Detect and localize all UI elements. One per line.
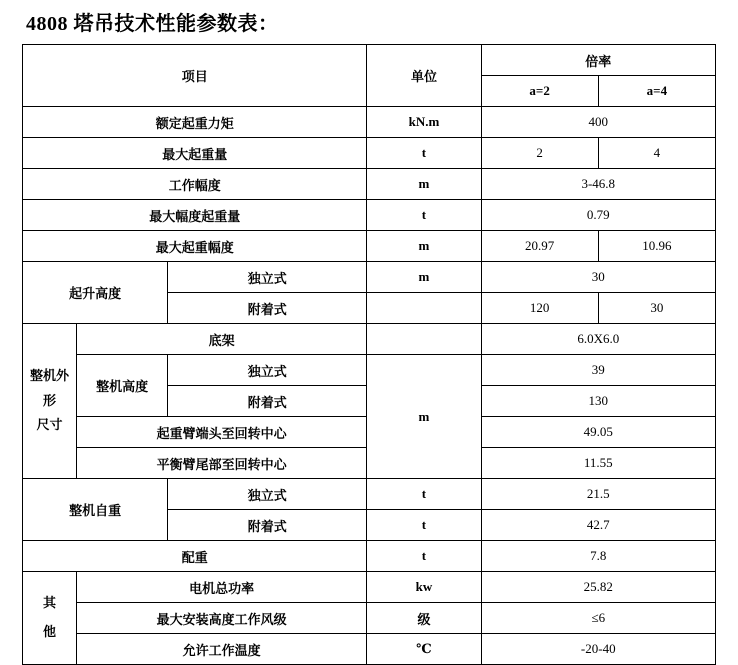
row-label-self-weight-attached: 附着式 — [168, 510, 367, 541]
row-value-lift-height-free: 30 — [481, 262, 715, 293]
row-unit-working-radius: m — [367, 169, 481, 200]
row-label-lift-height-attached: 附着式 — [168, 293, 367, 324]
row-value-lift-height-attached-a4: 30 — [598, 293, 715, 324]
table-row — [23, 572, 716, 603]
row-value-lift-height-attached-a2: 120 — [481, 293, 598, 324]
row-value-max-load-a2: 2 — [481, 138, 598, 169]
table-row — [23, 231, 716, 262]
page-title: 4808 塔吊技术性能参数表： — [26, 13, 279, 35]
row-label-counterjib-to-center: 平衡臂尾部至回转中心 — [76, 448, 366, 479]
group-label-machine-height: 整机高度 — [76, 355, 167, 417]
row-unit-max-load: t — [367, 138, 481, 169]
table-row — [23, 324, 716, 355]
row-label-ballast: 配重 — [23, 541, 367, 572]
row-unit-self-weight-free: t — [367, 479, 481, 510]
table-row — [23, 479, 716, 510]
group-label-others-line2: 他 — [42, 624, 56, 639]
header-unit: 单位 — [367, 45, 481, 107]
row-label-working-radius: 工作幅度 — [23, 169, 367, 200]
row-label-base-frame: 底架 — [76, 324, 366, 355]
row-unit-base-frame — [367, 324, 481, 355]
table-row — [23, 138, 716, 169]
group-label-others-line1: 其 — [42, 595, 56, 611]
row-label-rated-moment: 额定起重力矩 — [23, 107, 367, 138]
group-label-overall-dimensions-line1: 整机外形 — [29, 367, 69, 408]
row-label-max-radius-load: 最大幅度起重量 — [23, 200, 367, 231]
row-unit-ballast: t — [367, 541, 481, 572]
tower-crane-spec-table — [22, 44, 716, 665]
row-value-self-weight-attached: 42.7 — [481, 510, 715, 541]
header-item: 项目 — [23, 45, 367, 107]
row-unit-lift-height: m — [367, 262, 481, 293]
row-value-counterjib-to-center: 11.55 — [481, 448, 715, 479]
row-value-machine-height-free: 39 — [481, 355, 715, 386]
header-ratio: 倍率 — [481, 45, 715, 76]
row-value-max-radius-load: 0.79 — [481, 200, 715, 231]
row-unit-dimensions: m — [367, 355, 481, 479]
row-value-max-wind-level: ≤6 — [481, 603, 715, 634]
row-value-jib-end-to-center: 49.05 — [481, 417, 715, 448]
row-label-jib-end-to-center: 起重臂端头至回转中心 — [76, 417, 366, 448]
table-row — [23, 262, 716, 293]
row-label-max-lift-radius: 最大起重幅度 — [23, 231, 367, 262]
row-unit-max-radius-load: t — [367, 200, 481, 231]
row-label-lift-height-free: 独立式 — [168, 262, 367, 293]
row-value-motor-power: 25.82 — [481, 572, 715, 603]
row-label-machine-height-free: 独立式 — [168, 355, 367, 386]
group-label-others — [23, 572, 77, 665]
table-row — [23, 603, 716, 634]
table-row — [23, 541, 716, 572]
row-label-self-weight-free: 独立式 — [168, 479, 367, 510]
row-value-max-lift-radius-a2: 20.97 — [481, 231, 598, 262]
row-value-rated-moment: 400 — [481, 107, 715, 138]
row-unit-self-weight-attached: t — [367, 510, 481, 541]
row-value-base-frame: 6.0X6.0 — [481, 324, 715, 355]
row-value-max-load-a4: 4 — [598, 138, 715, 169]
row-unit-max-lift-radius: m — [367, 231, 481, 262]
row-value-working-radius: 3-46.8 — [481, 169, 715, 200]
group-label-self-weight: 整机自重 — [23, 479, 168, 541]
row-value-self-weight-free: 21.5 — [481, 479, 715, 510]
row-unit-working-temperature: ℃ — [367, 634, 481, 665]
header-ratio-a2: a=2 — [481, 76, 598, 107]
table-row — [23, 107, 716, 138]
header-ratio-a4: a=4 — [598, 76, 715, 107]
table-row — [23, 169, 716, 200]
row-unit-rated-moment: kN.m — [367, 107, 481, 138]
row-value-machine-height-attached: 130 — [481, 386, 715, 417]
table-row — [23, 634, 716, 665]
table-header-row-1 — [23, 45, 716, 76]
row-label-max-load: 最大起重量 — [23, 138, 367, 169]
row-unit-motor-power: kw — [367, 572, 481, 603]
row-value-max-lift-radius-a4: 10.96 — [598, 231, 715, 262]
row-label-motor-power: 电机总功率 — [76, 572, 366, 603]
row-unit-lift-height-attached — [367, 293, 481, 324]
group-label-lift-height: 起升高度 — [23, 262, 168, 324]
row-label-machine-height-attached: 附着式 — [168, 386, 367, 417]
row-unit-max-wind-level: 级 — [367, 603, 481, 634]
group-label-overall-dimensions-line2: 尺寸 — [36, 417, 63, 433]
table-row — [23, 355, 716, 386]
table-row — [23, 200, 716, 231]
row-label-working-temperature: 允许工作温度 — [76, 634, 366, 665]
row-label-max-wind-level: 最大安装高度工作风级 — [76, 603, 366, 634]
row-value-working-temperature: -20-40 — [481, 634, 715, 665]
group-label-overall-dimensions — [23, 324, 77, 479]
row-value-ballast: 7.8 — [481, 541, 715, 572]
